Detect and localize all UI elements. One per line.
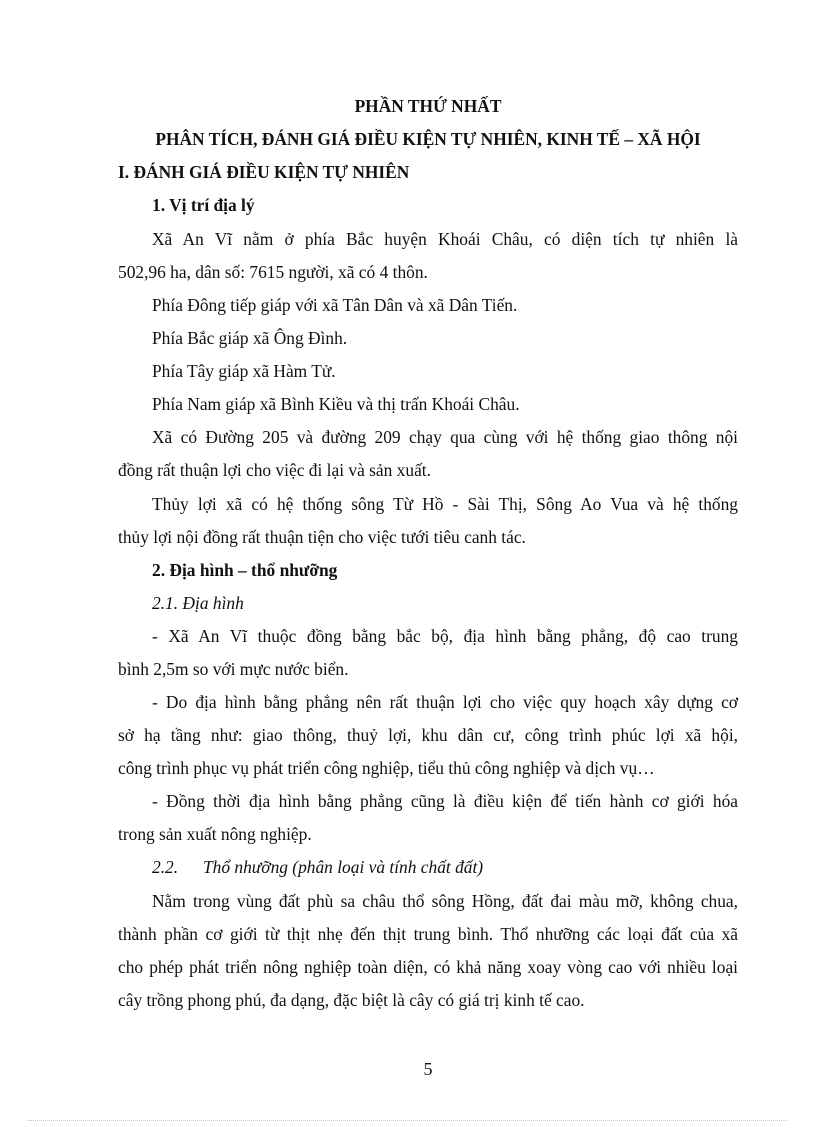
subsubsection-heading-soil: Thổ nhưỡng (phân loại và tính chất đất) — [203, 857, 484, 877]
paragraph-line: đồng rất thuận lợi cho việc đi lại và sản xuất. — [118, 460, 431, 480]
bullet-line: công trình phục vụ phát triển công nghiệp, tiểu thủ công nghiệp và dịch vụ… — [118, 758, 655, 778]
bullet-line: - Do địa hình bằng phẳng nên rất thuận lợi cho việc quy hoạch xây dựng cơ — [152, 692, 738, 712]
paragraph-line: thành phần cơ giới từ thịt nhẹ đến thịt trung bình. Thổ nhưỡng các loại đất của xã — [118, 924, 738, 944]
border-west: Phía Tây giáp xã Hàm Tử. — [152, 361, 336, 381]
subsubsection-heading-terrain: 2.1. Địa hình — [152, 593, 244, 613]
bullet-line: - Xã An Vĩ thuộc đồng bằng bắc bộ, địa hình bằng phẳng, độ cao trung — [152, 626, 738, 646]
paragraph-line: cho phép phát triển nông nghiệp toàn diện, có khả năng xoay vòng cao với nhiều loại — [118, 957, 738, 977]
paragraph-line: Xã có Đường 205 và đường 209 chạy qua cùng với hệ thống giao thông nội — [152, 427, 738, 447]
bullet-line: sở hạ tầng như: giao thông, thuỷ lợi, khu dân cư, công trình phúc lợi xã hội, — [118, 725, 738, 745]
border-south: Phía Nam giáp xã Bình Kiều và thị trấn Khoái Châu. — [152, 394, 520, 414]
subsection-heading-location: 1. Vị trí địa lý — [152, 195, 255, 215]
section-heading: I. ĐÁNH GIÁ ĐIỀU KIỆN TỰ NHIÊN — [118, 162, 410, 182]
page-bottom-divider — [28, 1120, 788, 1121]
subsection-heading-terrain-soil: 2. Địa hình – thổ nhưỡng — [152, 560, 338, 580]
paragraph-line: thủy lợi nội đồng rất thuận tiện cho việc tưới tiêu canh tác. — [118, 527, 526, 547]
part-title: PHẦN THỨ NHẤT — [354, 96, 502, 116]
chapter-title: PHÂN TÍCH, ĐÁNH GIÁ ĐIỀU KIỆN TỰ NHIÊN, KINH TẾ – XÃ HỘI — [155, 129, 701, 149]
border-east: Phía Đông tiếp giáp với xã Tân Dân và xã Dân Tiến. — [152, 295, 518, 315]
paragraph-line: cây trồng phong phú, đa dạng, đặc biệt là cây có giá trị kinh tế cao. — [118, 990, 585, 1010]
paragraph-line: 502,96 ha, dân số: 7615 người, xã có 4 thôn. — [118, 262, 428, 282]
bullet-line: trong sản xuất nông nghiệp. — [118, 824, 312, 844]
bullet-line: - Đồng thời địa hình bằng phẳng cũng là điều kiện để tiến hành cơ giới hóa — [152, 791, 738, 811]
paragraph-line: Thủy lợi xã có hệ thống sông Từ Hồ - Sài Thị, Sông Ao Vua và hệ thống — [152, 494, 738, 514]
paragraph-line: Xã An Vĩ nằm ở phía Bắc huyện Khoái Châu, có diện tích tự nhiên là — [152, 229, 738, 249]
paragraph-line: Nằm trong vùng đất phù sa châu thổ sông Hồng, đất đai màu mỡ, không chua, — [152, 891, 738, 911]
bullet-line: bình 2,5m so với mực nước biển. — [118, 659, 349, 679]
subsubsection-number-soil: 2.2. — [152, 857, 179, 877]
border-north: Phía Bắc giáp xã Ông Đình. — [152, 328, 348, 348]
page-number: 5 — [423, 1059, 433, 1079]
